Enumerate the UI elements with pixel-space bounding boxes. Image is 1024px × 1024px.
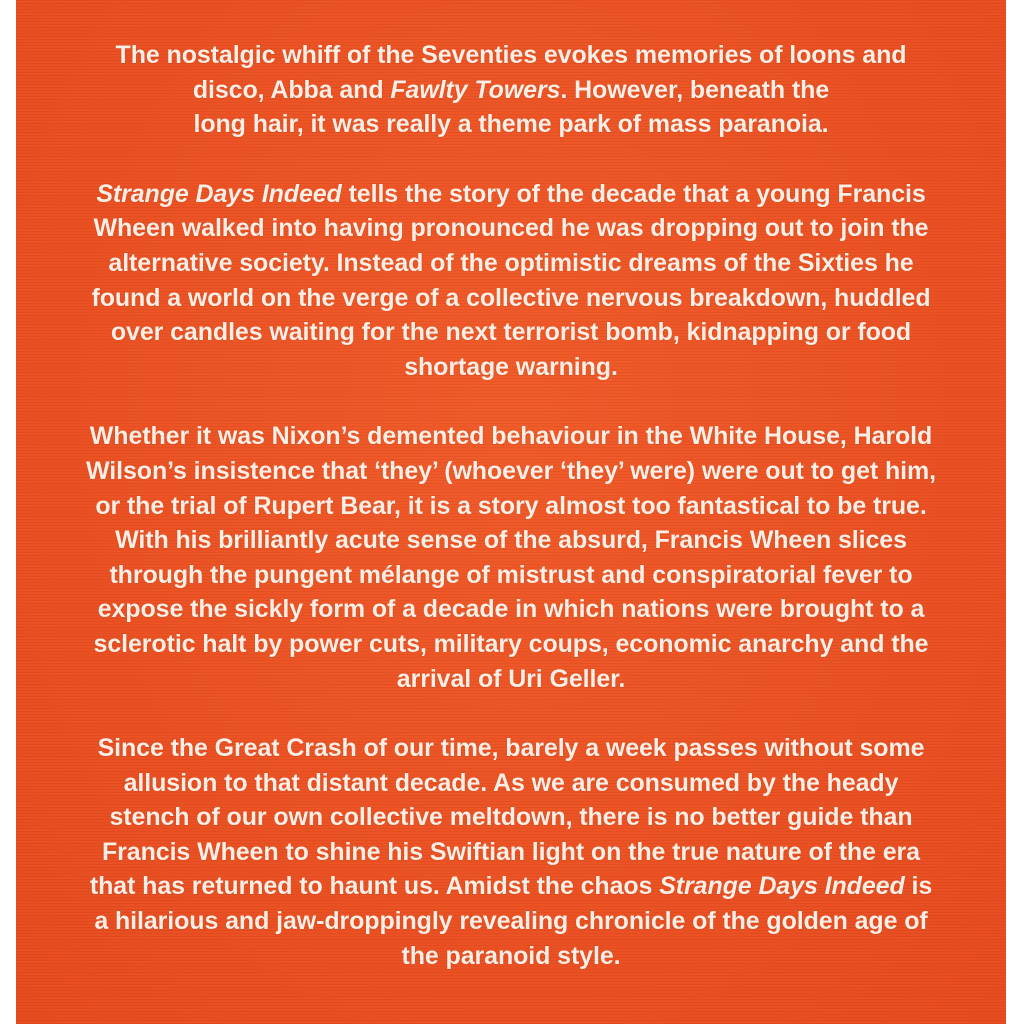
blurb-line: [41, 38, 981, 73]
blurb-text: . However, beneath the: [560, 75, 830, 104]
blurb-text: sclerotic halt by power cuts, military coups, economic anarchy and the: [93, 629, 929, 658]
blurb-italic-title: Fawlty Towers: [390, 75, 561, 104]
blurb-text: tells the story of the decade that a young Francis: [341, 179, 926, 208]
blurb-text: With his brilliantly acute sense of the absurd, Francis Wheen slices: [115, 526, 907, 555]
blurb-line: [41, 523, 981, 558]
blurb-line: [41, 869, 981, 904]
blurb-line: [41, 662, 981, 697]
blurb-paragraph: [41, 177, 981, 385]
cover-blurb: [41, 38, 981, 973]
blurb-line: [41, 107, 981, 142]
blurb-text: Wheen walked into having pronounced he was dropping out to join the: [93, 214, 929, 243]
blurb-text: or the trial of Rupert Bear, it is a story almost too fantastical to be true.: [95, 491, 927, 520]
blurb-text: disco, Abba and: [192, 75, 391, 104]
blurb-line: [41, 731, 981, 766]
back-cover-panel: [16, 0, 1006, 1024]
blurb-text: Francis Wheen to shine his Swiftian light on the true nature of the era: [102, 837, 920, 866]
blurb-text: expose the sickly form of a decade in which nations were brought to a: [97, 595, 925, 624]
blurb-text: Since the Great Crash of our time, barely a week passes without some: [97, 734, 925, 763]
blurb-line: [41, 281, 981, 316]
blurb-text: found a world on the verge of a collective nervous breakdown, huddled: [91, 283, 931, 312]
blurb-paragraph: [41, 38, 981, 142]
blurb-line: [41, 592, 981, 627]
blurb-text: Wilson’s insistence that ‘they’ (whoever ‘they’ were) were out to get him,: [86, 456, 936, 485]
blurb-line: [41, 73, 981, 108]
blurb-line: [41, 627, 981, 662]
blurb-text: long hair, it was really a theme park of mass paranoia.: [193, 110, 829, 139]
blurb-text: that has returned to haunt us. Amidst the chaos: [89, 872, 660, 901]
blurb-text: shortage warning.: [404, 352, 618, 381]
blurb-line: [41, 835, 981, 870]
blurb-text: arrival of Uri Geller.: [396, 664, 626, 693]
blurb-line: [41, 939, 981, 974]
blurb-line: [41, 489, 981, 524]
blurb-line: [41, 800, 981, 835]
blurb-line: [41, 454, 981, 489]
blurb-line: [41, 211, 981, 246]
blurb-italic-title: Strange Days Indeed: [96, 179, 342, 208]
blurb-line: [41, 315, 981, 350]
blurb-line: [41, 419, 981, 454]
blurb-line: [41, 558, 981, 593]
blurb-paragraph: [41, 731, 981, 973]
blurb-text: is: [904, 872, 933, 901]
blurb-text: allusion to that distant decade. As we are consumed by the heady: [123, 768, 899, 797]
blurb-text: stench of our own collective meltdown, there is no better guide than: [109, 803, 913, 832]
blurb-line: [41, 246, 981, 281]
blurb-text: over candles waiting for the next terrorist bomb, kidnapping or food: [110, 318, 912, 347]
blurb-text: The nostalgic whiff of the Seventies evokes memories of loons and: [115, 41, 907, 69]
blurb-line: [41, 904, 981, 939]
blurb-line: [41, 350, 981, 385]
blurb-line: [41, 177, 981, 212]
blurb-line: [41, 766, 981, 801]
blurb-text: alternative society. Instead of the optimistic dreams of the Sixties he: [108, 248, 914, 277]
blurb-text: a hilarious and jaw-droppingly revealing chronicle of the golden age of: [94, 907, 928, 936]
blurb-text: Whether it was Nixon’s demented behaviour in the White House, Harold: [89, 422, 933, 451]
blurb-text: the paranoid style.: [401, 941, 621, 970]
blurb-text: through the pungent mélange of mistrust and conspiratorial fever to: [109, 560, 913, 589]
blurb-paragraph: [41, 419, 981, 696]
blurb-italic-title: Strange Days Indeed: [659, 872, 905, 901]
